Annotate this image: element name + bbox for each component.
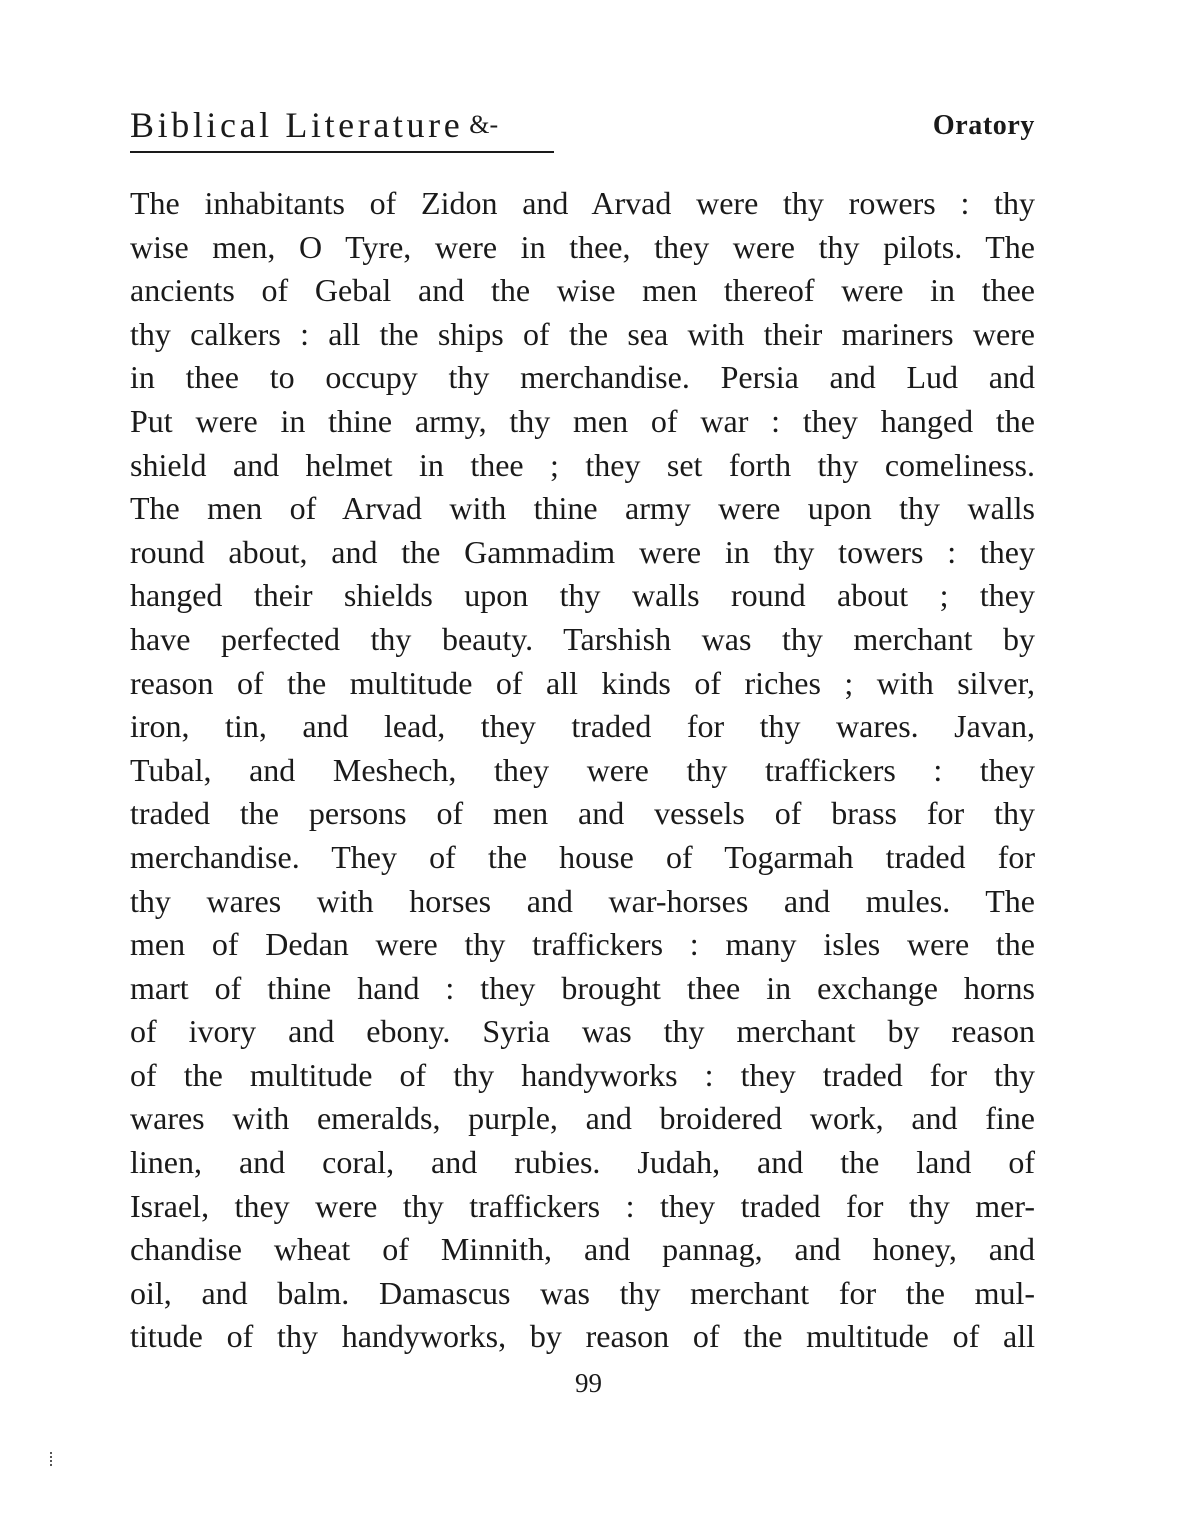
text-line: round about, and the Gammadim were in thy towers : they xyxy=(130,533,1035,570)
text-line: titude of thy handyworks, by reason of the multitude of all xyxy=(130,1318,1035,1355)
running-title: Oratory xyxy=(932,110,1035,141)
text-line: Put were in thine army, thy men of war : they hanged the xyxy=(130,402,1035,439)
text-line: of the multitude of thy handyworks : they traded for thy xyxy=(130,1056,1035,1093)
text-line: iron, tin, and lead, they traded for thy wares. Javan, xyxy=(130,708,1035,745)
text-line: ancients of Gebal and the wise men thereof were in thee xyxy=(130,272,1035,309)
text-line: of ivory and ebony. Syria was thy merchant by reason xyxy=(130,1013,1035,1050)
scan-speck xyxy=(50,1452,55,1466)
text-line: The inhabitants of Zidon and Arvad were thy rowers : thy xyxy=(130,185,1035,221)
text-line: thy calkers : all the ships of the sea with their mariners were xyxy=(130,315,1035,352)
text-line: Israel, they were thy traffickers : they traded for thy mer- xyxy=(130,1187,1035,1224)
text-line: The men of Arvad with thine army were upon thy walls xyxy=(130,490,1035,527)
text-line: chandise wheat of Minnith, and pannag, and honey, and xyxy=(130,1231,1035,1268)
page-number: 99 xyxy=(575,1368,602,1398)
text-line: thy wares with horses and war-horses and mules. The xyxy=(130,882,1035,919)
text-line: men of Dedan were thy traffickers : many isles were the xyxy=(130,926,1035,963)
text-line: mart of thine hand : they brought thee in exchange horns xyxy=(130,969,1035,1006)
text-line: traded the persons of men and vessels of brass for thy xyxy=(130,795,1035,832)
ornament-icon: &- xyxy=(469,110,499,139)
text-line: linen, and coral, and rubies. Judah, and the land of xyxy=(130,1144,1035,1181)
text-line: hanged their shields upon thy walls round about ; they xyxy=(130,577,1035,614)
text-line: wares with emeralds, purple, and broidered work, and fine xyxy=(130,1100,1035,1137)
body-text xyxy=(130,182,1035,1359)
running-head xyxy=(130,100,1035,156)
text-line: have perfected thy beauty. Tarshish was thy merchant by xyxy=(130,620,1035,657)
text-line: reason of the multitude of all kinds of riches ; with silver, xyxy=(130,664,1035,701)
section-title xyxy=(130,100,554,153)
text-line: oil, and balm. Damascus was thy merchant for the mul- xyxy=(130,1274,1035,1311)
text-line: Tubal, and Meshech, they were thy traffickers : they xyxy=(130,751,1035,788)
text-line: shield and helmet in thee ; they set forth thy comeliness. xyxy=(130,446,1035,483)
text-line: merchandise. They of the house of Togarmah traded for xyxy=(130,838,1035,875)
text-line: wise men, O Tyre, were in thee, they were thy pilots. The xyxy=(130,228,1035,265)
text-line: in thee to occupy thy merchandise. Persia and Lud and xyxy=(130,359,1035,396)
section-title-text: Biblical Literature xyxy=(130,105,464,145)
